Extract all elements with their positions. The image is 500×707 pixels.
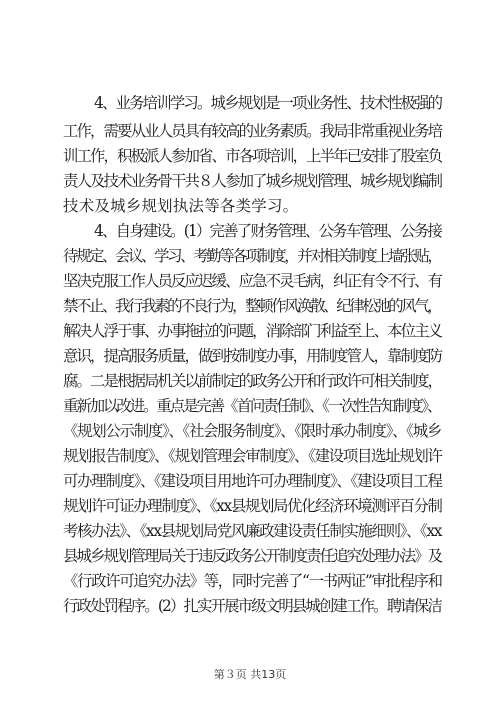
paragraph-2-line-3: 坚决克服工作人员反应迟缓、应急不灵毛病，纠正有令不行、有 — [63, 272, 442, 290]
paragraph-1-line-3: 训工作，积极派人参加省、市各项培训，上半年已安排了股室负 — [63, 147, 442, 165]
paragraph-2-line-13: 考核办法》、《xx县规划局党风廉政建设责任制实施细则》、《xx — [63, 522, 442, 540]
paragraph-2-line-7: 腐。二是根据局机关以前制定的政务公开和行政许可相关制度， — [63, 372, 442, 390]
paragraph-2-line-4: 禁不止、我行我素的不良行为，整顿作风涣散、纪律松弛的风气， — [63, 297, 441, 315]
paragraph-2-line-15: 《行政许可追究办法》等，同时完善了“一书两证”审批程序和 — [63, 572, 442, 590]
paragraph-1-line-4: 责人及技术业务骨干共８人参加了城乡规划管理、城乡规划编制 — [63, 172, 442, 190]
paragraph-1-line-2: 工作，需要从业人员具有较高的业务素质。我局非常重视业务培 — [63, 122, 442, 140]
paragraph-1-line-1: 4、业务培训学习。城乡规划是一项业务性、技术性极强的 — [94, 94, 442, 112]
paragraph-2-line-8: 重新加以改进。重点是完善《首问责任制》、《一次性告知制度》、 — [63, 397, 441, 415]
paragraph-2-line-16: 行政处罚程序。(2）扎实开展市级文明县城创建工作。聘请保洁 — [63, 597, 441, 615]
paragraph-2-line-2: 待规定、会议、学习、考勤等各项制度，并对相关制度上墙张贴， — [63, 247, 441, 265]
paragraph-2-line-6: 意识，提高服务质量，做到按制度办事，用制度管人，靠制度防 — [63, 347, 442, 365]
paragraph-2-line-11: 可办理制度》、《建设项目用地许可办理制度》、《建设项目工程 — [63, 472, 442, 490]
paragraph-2-line-9: 《规划公示制度》、《社会服务制度》、《限时承办制度》、《城乡 — [63, 422, 441, 440]
paragraph-1-line-5: 技术及城乡规划执法等各类学习。 — [63, 197, 299, 215]
paragraph-2-line-1: 4、自身建设。(1）完善了财务管理、公务车管理、公务接 — [94, 222, 441, 240]
paragraph-2-line-12: 规划许可证办理制度》、《xx县规划局优化经济环境测评百分制 — [63, 497, 442, 515]
page-footer: 第３页 共13页 — [213, 668, 287, 681]
paragraph-2-line-14: 县城乡规划管理局关于违反政务公开制度责任追究处理办法》及 — [63, 547, 442, 565]
paragraph-2-line-5: 解决人浮于事、办事拖拉的问题，消除部门利益至上、本位主义 — [63, 322, 442, 340]
paragraph-2-line-10: 规划报告制度》、《规划管理会审制度》、《建设项目选址规划许 — [63, 447, 442, 465]
